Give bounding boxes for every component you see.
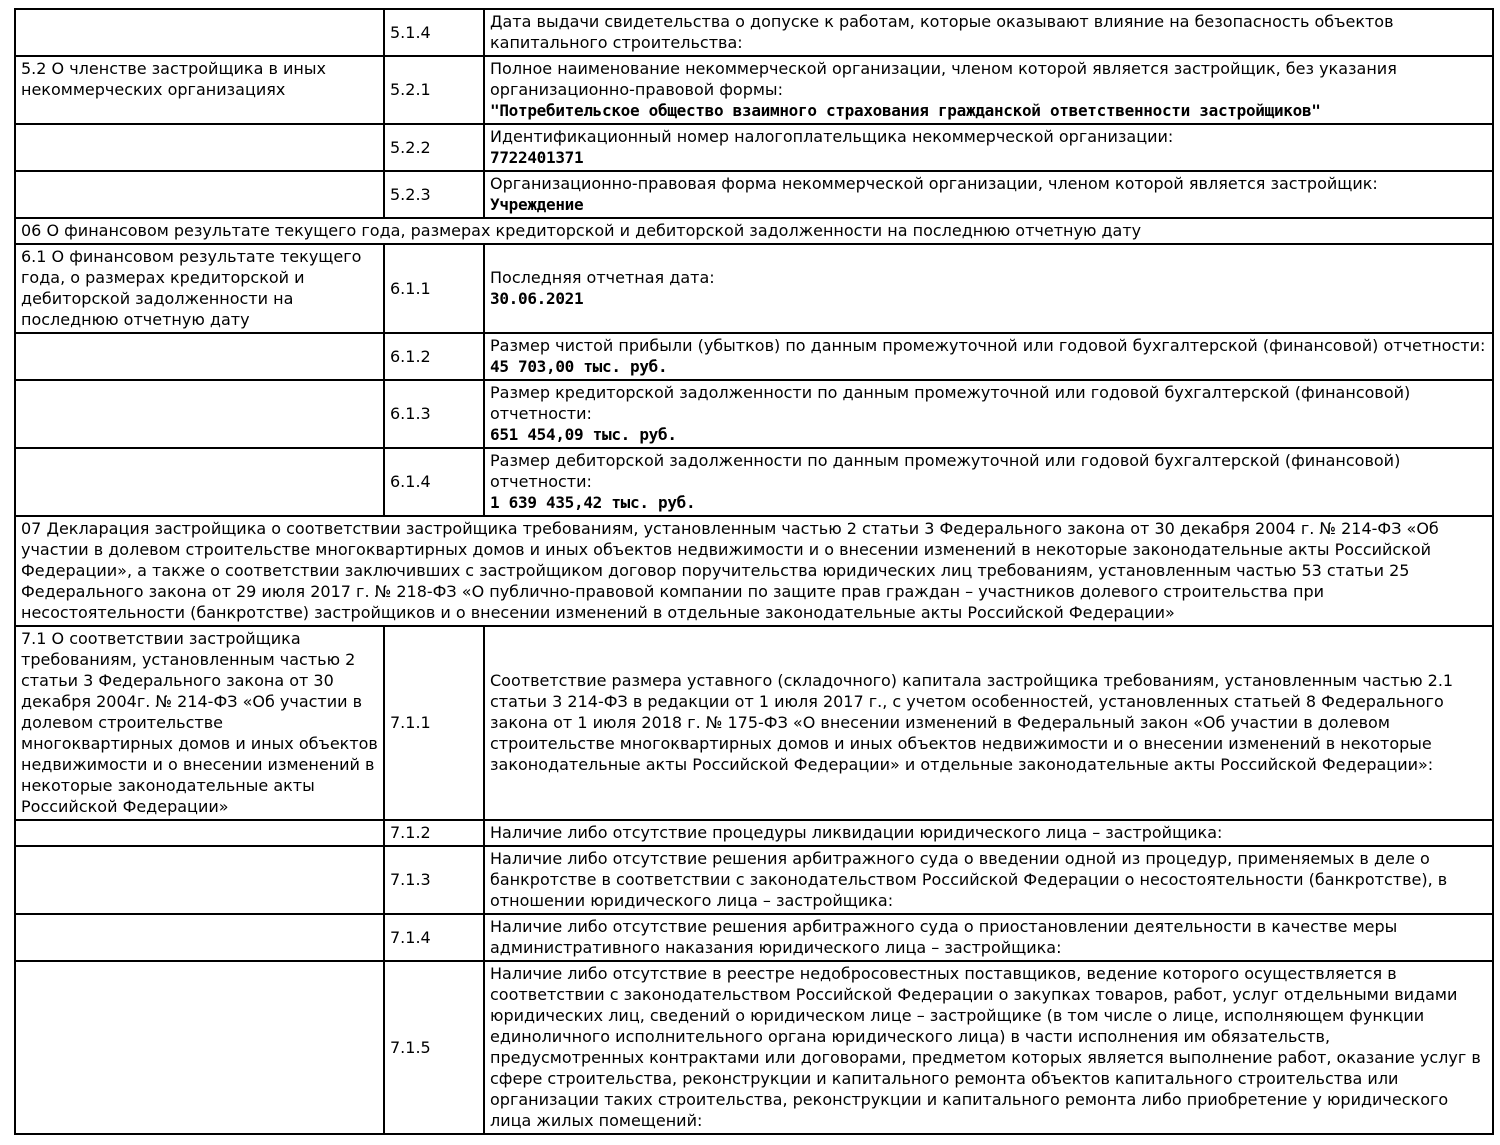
row-section-title <box>15 171 384 218</box>
row-label: Наличие либо отсутствие в реестре недобросовестных поставщиков, ведение которого осуществляется в соответствии с законодательством Российской Федерации о закупках товаров, работ, услуг отдельными видами юридических лиц, сведений о юридическом лице – застройщике (в том числе о лице, исполняющем функции единоличного исполнительного органа юридического лица) в части исполнения им обязательств, предусмотренных контрактами или договорами, предметом которых является выполнение работ, оказание услуг в сфере строительства, реконструкции и капитального ремонта объектов капитального строительства или организации таких строительства, реконструкции и капитального ремонта либо приобретение у юридического лица жилых помещений: <box>490 964 1481 1130</box>
row-value: Учреждение <box>490 195 584 214</box>
row-description <box>484 448 1493 516</box>
item-row <box>15 380 1493 448</box>
row-section-title: 7.1 О соответствии застройщика требованиям, установленным частью 2 статьи 3 Федерального закона от 30 декабря 2004г. № 214-ФЗ «Об участии в долевом строительстве многоквартирных домов и иных объектов недвижимости и о внесении изменений в некоторые законодательные акты Российской Федерации» <box>15 626 384 820</box>
row-description <box>484 961 1493 1134</box>
row-value: 7722401371 <box>490 148 584 167</box>
item-row <box>15 820 1493 846</box>
row-value: 30.06.2021 <box>490 289 584 308</box>
row-code: 6.1.1 <box>384 244 484 333</box>
row-code: 5.2.2 <box>384 124 484 171</box>
item-row <box>15 333 1493 380</box>
row-label: Последняя отчетная дата: <box>490 268 715 287</box>
row-label: Идентификационный номер налогоплательщика некоммерческой организации: <box>490 127 1174 146</box>
item-row <box>15 448 1493 516</box>
row-code: 5.1.4 <box>384 9 484 56</box>
row-label: Соответствие размера уставного (складочного) капитала застройщика требованиям, установленным частью 2.1 статьи 3 214-ФЗ в редакции от 1 июля 2017 г., с учетом особенностей, установленных статьей 8 Федерального закона от 1 июля 2018 г. № 175-ФЗ «О внесении изменений в Федеральный закон «Об участии в долевом строительстве многоквартирных домов и иных объектов недвижимости и о внесении изменений в некоторые законодательные акты Российской Федерации» и отдельные законодательные акты Российской Федерации»: <box>490 671 1454 774</box>
declaration-table-body <box>15 9 1493 1134</box>
row-label: Наличие либо отсутствие процедуры ликвидации юридического лица – застройщика: <box>490 823 1223 842</box>
row-description <box>484 56 1493 124</box>
row-section-title <box>15 914 384 961</box>
row-description <box>484 380 1493 448</box>
row-description <box>484 820 1493 846</box>
row-label: Организационно-правовая форма некоммерческой организации, членом которой является застройщик: <box>490 174 1378 193</box>
row-section-title <box>15 820 384 846</box>
section-header-text: 06 О финансовом результате текущего года, размерах кредиторской и дебиторской задолженности на последнюю отчетную дату <box>15 218 1493 244</box>
row-label: Дата выдачи свидетельства о допуске к работам, которые оказывают влияние на безопасность объектов капитального строительства: <box>490 12 1394 52</box>
row-code: 7.1.2 <box>384 820 484 846</box>
row-value: 45 703,00 тыс. руб. <box>490 357 668 376</box>
row-description <box>484 626 1493 820</box>
row-description <box>484 171 1493 218</box>
row-code: 6.1.2 <box>384 333 484 380</box>
item-row <box>15 9 1493 56</box>
row-label: Полное наименование некоммерческой организации, членом которой является застройщик, без указания организационно-правовой формы: <box>490 59 1397 99</box>
row-section-title: 6.1 О финансовом результате текущего года, о размерах кредиторской и дебиторской задолженности на последнюю отчетную дату <box>15 244 384 333</box>
row-code: 7.1.5 <box>384 961 484 1134</box>
section-header-row <box>15 516 1493 626</box>
row-description <box>484 846 1493 914</box>
row-section-title <box>15 124 384 171</box>
declaration-table <box>14 8 1494 1135</box>
section-header-text: 07 Декларация застройщика о соответствии застройщика требованиям, установленным частью 2 статьи 3 Федерального закона от 30 декабря 2004 г. № 214-ФЗ «Об участии в долевом строительстве многоквартирных домов и иных объектов недвижимости и о внесении изменений в некоторые законодательные акты Российской Федерации», а также о соответствии заключивших с застройщиком договор поручительства юридических лиц требованиям, установленным частью 53 статьи 25 Федерального закона от 29 июля 2017 г. № 218-ФЗ «О публично-правовой компании по защите прав граждан – участников долевого строительства при несостоятельности (банкротстве) застройщиков и о внесении изменений в отдельные законодательные акты Российской Федерации» <box>15 516 1493 626</box>
row-description <box>484 124 1493 171</box>
row-description <box>484 333 1493 380</box>
row-value: "Потребительское общество взаимного страхования гражданской ответственности застройщиков" <box>490 101 1321 120</box>
row-description <box>484 914 1493 961</box>
row-section-title <box>15 846 384 914</box>
row-code: 5.2.1 <box>384 56 484 124</box>
row-label: Размер кредиторской задолженности по данным промежуточной или годовой бухгалтерской (финансовой) отчетности: <box>490 383 1411 423</box>
row-code: 7.1.3 <box>384 846 484 914</box>
item-row <box>15 171 1493 218</box>
row-description <box>484 244 1493 333</box>
row-value: 651 454,09 тыс. руб. <box>490 425 677 444</box>
row-section-title <box>15 448 384 516</box>
row-label: Наличие либо отсутствие решения арбитражного суда о введении одной из процедур, применяемых в деле о банкротстве в соответствии с законодательством Российской Федерации о несостоятельности (банкротстве), в отношении юридического лица – застройщика: <box>490 849 1448 910</box>
row-label: Наличие либо отсутствие решения арбитражного суда о приостановлении деятельности в качестве меры административного наказания юридического лица – застройщика: <box>490 917 1398 957</box>
row-section-title: 5.2 О членстве застройщика в иных некоммерческих организациях <box>15 56 384 124</box>
row-section-title <box>15 961 384 1134</box>
row-label: Размер дебиторской задолженности по данным промежуточной или годовой бухгалтерской (финансовой) отчетности: <box>490 451 1401 491</box>
row-section-title <box>15 333 384 380</box>
row-label: Размер чистой прибыли (убытков) по данным промежуточной или годовой бухгалтерской (финансовой) отчетности: <box>490 336 1486 355</box>
item-row <box>15 56 1493 124</box>
item-row <box>15 244 1493 333</box>
item-row <box>15 124 1493 171</box>
row-section-title <box>15 9 384 56</box>
row-code: 5.2.3 <box>384 171 484 218</box>
row-description <box>484 9 1493 56</box>
row-value: 1 639 435,42 тыс. руб. <box>490 493 696 512</box>
item-row <box>15 626 1493 820</box>
item-row <box>15 846 1493 914</box>
row-code: 6.1.4 <box>384 448 484 516</box>
row-code: 6.1.3 <box>384 380 484 448</box>
item-row <box>15 914 1493 961</box>
row-code: 7.1.1 <box>384 626 484 820</box>
row-section-title <box>15 380 384 448</box>
item-row <box>15 961 1493 1134</box>
row-code: 7.1.4 <box>384 914 484 961</box>
section-header-row <box>15 218 1493 244</box>
